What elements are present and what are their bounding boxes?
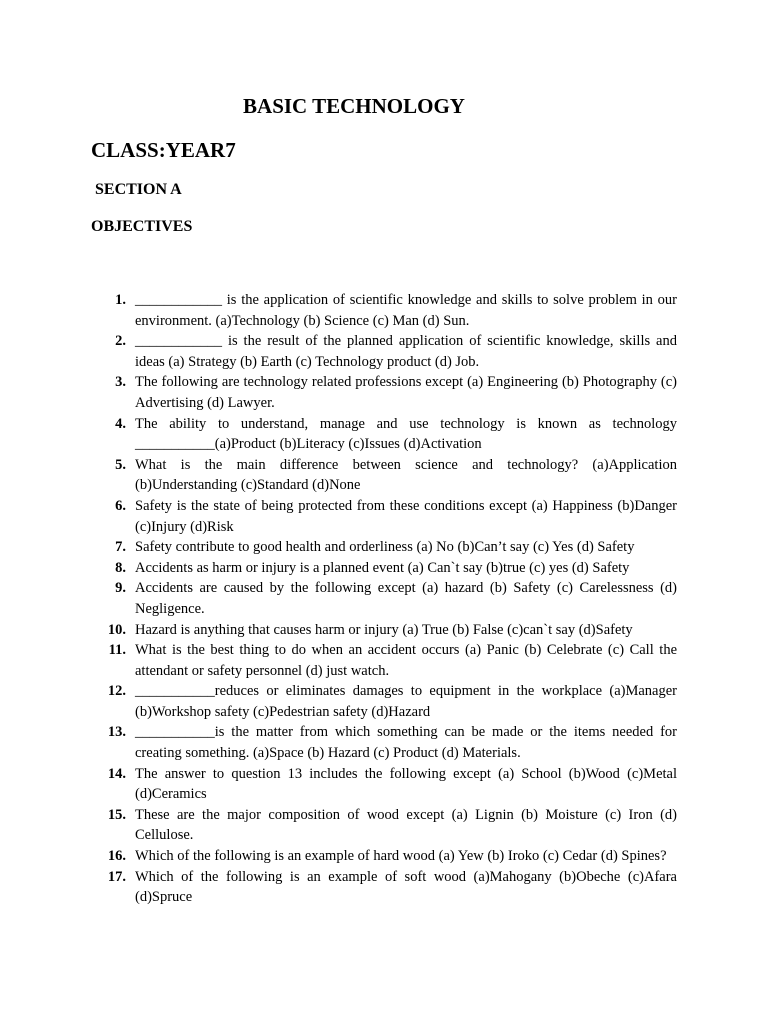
question-number: 15. [107,806,126,823]
question-item [0,722,768,763]
question-text: The ability to understand, manage and use technology is known as technology ___________(a)Product (b)Literacy (c)Issues (d)Activation [135,415,677,453]
question-number: 6. [115,497,126,514]
question-number: 10. [107,621,126,638]
question-text: These are the major composition of wood except (a) Lignin (b) Moisture (c) Iron (d) Cellulose. [135,806,677,844]
section-heading: SECTION A [95,181,182,198]
question-item [0,372,768,413]
question-number: 17. [107,868,126,885]
question-text: The following are technology related professions except (a) Engineering (b) Photography (c) Advertising (d) Lawyer. [135,374,677,411]
question-text: ____________ is the result of the planned application of scientific knowledge, skills and ideas (a) Strategy (b) Earth (c) Technology product (d) Job. [135,333,677,370]
question-text: What is the main difference between science and technology? (a)Application (b)Understanding (c)Standard (d)None [135,456,677,494]
question-text: Which of the following is an example of soft wood (a)Mahogany (b)Obeche (c)Afara (d)Spruce [135,868,677,906]
question-number: 12. [107,683,126,700]
question-number: 13. [107,724,126,741]
question-number: 8. [115,559,126,576]
question-number: 16. [107,848,126,865]
question-number: 14. [107,765,126,782]
question-number: 2. [115,333,126,350]
question-item [0,414,768,455]
question-item [0,681,768,722]
objectives-heading: OBJECTIVES [91,218,193,235]
question-text: ____________ is the application of scientific knowledge and skills to solve problem in our environment. (a)Technology (b) Science (c) Man (d) Sun. [135,292,677,329]
question-list [0,290,768,908]
question-text: Accidents are caused by the following except (a) hazard (b) Safety (c) Carelessness (d) Negligence. [135,580,677,617]
question-text: Accidents as harm or injury is a planned event (a) Can`t say (b)true (c) yes (d) Safety [135,559,630,576]
question-number: 3. [115,374,126,391]
question-text: Safety contribute to good health and orderliness (a) No (b)Can’t say (c) Yes (d) Safety [135,539,635,556]
question-text: Safety is the state of being protected from these conditions except (a) Happiness (b)Danger (c)Injury (d)Risk [135,497,677,535]
document-title: BASIC TECHNOLOGY [243,94,465,118]
question-item [0,578,768,619]
question-number: 11. [108,642,126,659]
question-text: ___________is the matter from which something can be made or the items needed for creating something. (a)Space (b) Hazard (c) Product (d) Materials. [135,724,677,762]
question-item [0,537,768,558]
question-item [0,867,768,908]
question-item [0,846,768,867]
question-text: The answer to question 13 includes the following except (a) School (b)Wood (c)Metal (d)Ceramics [135,765,677,803]
question-number: 5. [115,456,126,473]
question-number: 4. [115,415,126,432]
question-item [0,805,768,846]
question-text: Which of the following is an example of hard wood (a) Yew (b) Iroko (c) Cedar (d) Spines? [135,848,667,865]
question-item [0,558,768,579]
question-item [0,764,768,805]
question-text: What is the best thing to do when an accident occurs (a) Panic (b) Celebrate (c) Call the attendant or safety personnel (d) just watch. [135,642,677,679]
question-item [0,620,768,641]
question-text: ___________reduces or eliminates damages to equipment in the workplace (a)Manager (b)Workshop safety (c)Pedestrian safety (d)Hazard [135,683,677,720]
question-number: 7. [115,539,126,556]
class-heading: CLASS:YEAR7 [91,138,236,162]
question-item [0,640,768,681]
question-number: 9. [115,580,126,597]
question-text: Hazard is anything that causes harm or injury (a) True (b) False (c)can`t say (d)Safety [135,621,633,638]
question-item [0,455,768,496]
question-item [0,290,768,331]
question-item [0,331,768,372]
question-item [0,496,768,537]
question-number: 1. [115,292,126,308]
